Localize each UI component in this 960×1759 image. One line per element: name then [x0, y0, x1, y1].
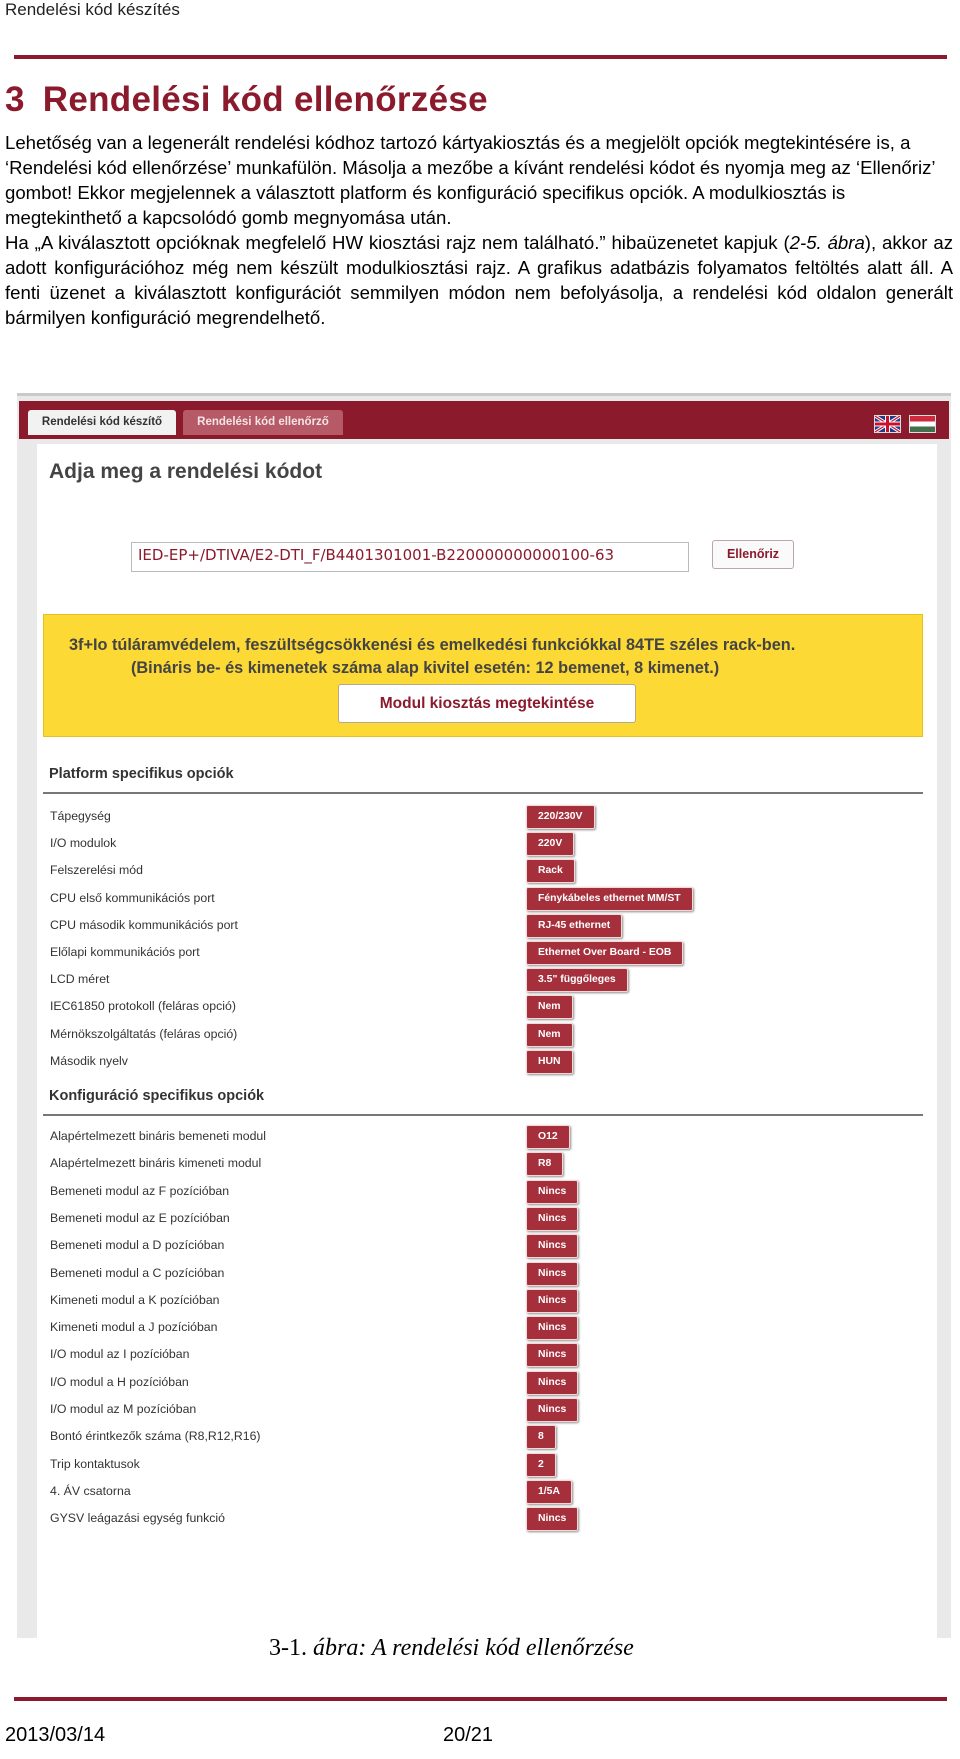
- option-value-badge: 1/5A: [526, 1480, 572, 1504]
- option-row: [37, 859, 937, 886]
- option-label: Kimeneti modul a J pozícióban: [50, 1320, 218, 1335]
- option-row: [37, 1453, 937, 1480]
- option-row: [37, 995, 937, 1022]
- option-label: CPU első kommunikációs port: [50, 890, 215, 905]
- info-io-count: (Bináris be- és kimenetek száma alap kivitel esetén: 12 bemenet, 8 kimenet.): [131, 659, 720, 677]
- panel-title: Adja meg a rendelési kódot: [49, 460, 323, 483]
- option-row: [37, 1289, 937, 1316]
- option-label: Bemeneti modul a D pozícióban: [50, 1238, 225, 1253]
- option-label: I/O modulok: [50, 836, 117, 851]
- option-value-badge: 8: [526, 1425, 556, 1449]
- section-heading: [5, 80, 488, 120]
- option-row: [37, 1207, 937, 1234]
- option-label: I/O modul az I pozícióban: [50, 1347, 190, 1362]
- option-label: 4. ÁV csatorna: [50, 1483, 131, 1498]
- view-module-layout-button[interactable]: Modul kiosztás megtekintése: [338, 684, 636, 723]
- option-value-badge: Nem: [526, 1023, 573, 1047]
- screenshot-figure: [17, 393, 951, 1638]
- option-row: [37, 805, 937, 832]
- option-row: [37, 1234, 937, 1261]
- order-code-input[interactable]: IED-EP+/DTIVA/E2-DTI_F/B4401301001-B220000000000100-63: [131, 542, 689, 572]
- option-value-badge: Nincs: [526, 1289, 578, 1313]
- platform-options-rule: [43, 792, 923, 794]
- section-title: Rendelési kód ellenőrzése: [42, 80, 488, 119]
- option-value-badge: 2: [526, 1453, 556, 1477]
- option-value-badge: Nincs: [526, 1234, 578, 1258]
- option-label: LCD méret: [50, 972, 110, 987]
- option-row: [37, 887, 937, 914]
- option-label: I/O modul a H pozícióban: [50, 1374, 189, 1389]
- footer-date: 2013/03/14: [5, 1724, 106, 1746]
- option-row: [37, 1507, 937, 1534]
- option-value-badge: 3.5" függőleges: [526, 968, 628, 992]
- option-value-badge: Nincs: [526, 1507, 578, 1531]
- option-row: [37, 1343, 937, 1370]
- figure-reference: 2-5. ábra: [789, 232, 865, 253]
- option-label: Felszerelési mód: [50, 863, 143, 878]
- option-row: [37, 1425, 937, 1452]
- option-label: GYSV leágazási egység funkció: [50, 1511, 225, 1526]
- option-value-badge: Nincs: [526, 1180, 578, 1204]
- option-label: Bemeneti modul a C pozícióban: [50, 1265, 225, 1280]
- platform-options-title: Platform specifikus opciók: [49, 766, 234, 782]
- option-label: Második nyelv: [50, 1053, 128, 1068]
- footer-rule: [14, 1697, 947, 1701]
- option-row: [37, 914, 937, 941]
- option-row: [37, 1125, 937, 1152]
- option-label: Bontó érintkezők száma (R8,R12,R16): [50, 1429, 261, 1444]
- option-value-badge: Nincs: [526, 1262, 578, 1286]
- option-row: [37, 968, 937, 995]
- figure-caption: [269, 1635, 634, 1662]
- option-value-badge: Nincs: [526, 1398, 578, 1422]
- body-text: [5, 130, 953, 330]
- option-row: [37, 1316, 937, 1343]
- option-value-badge: 220V: [526, 832, 574, 856]
- info-box: [43, 614, 923, 737]
- option-value-badge: Nem: [526, 995, 573, 1019]
- option-row: [37, 1480, 937, 1507]
- option-row: [37, 832, 937, 859]
- paragraph-1: Lehetőség van a legenerált rendelési kódhoz tartozó kártyakiosztás és a megjelölt opciók megtekintésére is, a ‘Rendelési kód ellenőrzése’ munkafülön. Másolja a mezőbe a kívánt rendelési kódot és nyomja meg az ‘Ellenőriz’ gombot! Ekkor megjelennek a választott platform és konfiguráció specifikus opciók. A modulkiosztás is megtekinthető a kapcsolódó gomb megnyomása után.: [5, 132, 935, 228]
- option-value-badge: Fénykábeles ethernet MM/ST: [526, 887, 693, 911]
- option-row: [37, 1371, 937, 1398]
- option-value-badge: Ethernet Over Board - EOB: [526, 941, 683, 965]
- option-value-badge: HUN: [526, 1050, 573, 1074]
- tab-bar: [19, 401, 949, 439]
- hu-flag-icon[interactable]: [909, 415, 936, 433]
- caption-text: : A rendelési kód ellenőrzése: [358, 1635, 634, 1661]
- option-value-badge: 220/230V: [526, 805, 595, 829]
- option-label: IEC61850 protokoll (feláras opció): [50, 999, 236, 1014]
- option-row: [37, 1180, 937, 1207]
- option-label: Előlapi kommunikációs port: [50, 945, 200, 959]
- option-value-badge: Nincs: [526, 1371, 578, 1395]
- tab-order-code-builder[interactable]: Rendelési kód készítő: [28, 410, 176, 435]
- tab-order-code-checker[interactable]: Rendelési kód ellenőrző: [183, 410, 343, 435]
- option-label: Bemeneti modul az F pozícióban: [50, 1183, 230, 1198]
- config-options-title: Konfiguráció specifikus opciók: [49, 1088, 265, 1104]
- option-row: [37, 1023, 937, 1050]
- option-row: [37, 1398, 937, 1425]
- option-value-badge: Nincs: [526, 1343, 578, 1367]
- option-value-badge: Nincs: [526, 1316, 578, 1340]
- option-value-badge: O12: [526, 1125, 570, 1149]
- option-label: Alapértelmezett bináris kimeneti modul: [50, 1156, 262, 1171]
- caption-italic: ábra: [313, 1635, 359, 1661]
- option-value-badge: R8: [526, 1152, 563, 1176]
- option-row: [37, 941, 937, 968]
- info-description: 3f+Io túláramvédelem, feszültségcsökkenési és emelkedési funkciókkal 84TE széles rack-ben.: [69, 636, 796, 654]
- option-label: Mérnökszolgáltatás (feláras opció): [50, 1026, 238, 1041]
- paragraph-2-end: ), akkor az adott konfigurációhoz még nem készült modulkiosztási rajz. A grafikus adatbázis folyamatos feltöltés alatt áll. A fenti üzenet a kiválasztott konfigurációt semmilyen módon nem befolyásolja, a rendelési kód oldalon generált bármilyen konfiguráció megrendelhető.: [5, 232, 954, 328]
- option-row: [37, 1050, 937, 1077]
- option-row: [37, 1262, 937, 1289]
- running-header: Rendelési kód készítés: [5, 0, 180, 19]
- footer-page-number: 20/21: [443, 1724, 494, 1746]
- option-label: Alapértelmezett bináris bemeneti modul: [50, 1129, 266, 1143]
- option-value-badge: RJ-45 ethernet: [526, 914, 622, 938]
- paragraph-2: [5, 230, 953, 330]
- option-label: Bemeneti modul az E pozícióban: [50, 1210, 230, 1225]
- uk-flag-icon[interactable]: [874, 415, 901, 433]
- config-options-rule: [43, 1114, 923, 1116]
- option-label: Tápegység: [50, 809, 111, 823]
- option-label: Trip kontaktusok: [50, 1456, 140, 1471]
- caption-label: 3-1.: [269, 1635, 313, 1661]
- option-label: Kimeneti modul a K pozícióban: [50, 1292, 220, 1307]
- check-button[interactable]: Ellenőriz: [712, 540, 794, 569]
- header-rule: [14, 55, 947, 59]
- section-number: 3: [5, 80, 25, 119]
- form-panel: [37, 444, 937, 1638]
- option-label: CPU második kommunikációs port: [50, 917, 238, 932]
- option-value-badge: Nincs: [526, 1207, 578, 1231]
- option-label: I/O modul az M pozícióban: [50, 1402, 197, 1416]
- option-value-badge: Rack: [526, 859, 575, 883]
- option-row: [37, 1152, 937, 1179]
- paragraph-2-start: Ha „A kiválasztott opcióknak megfelelő HW kiosztási rajz nem található.” hibaüzenetet kapjuk (: [5, 232, 790, 253]
